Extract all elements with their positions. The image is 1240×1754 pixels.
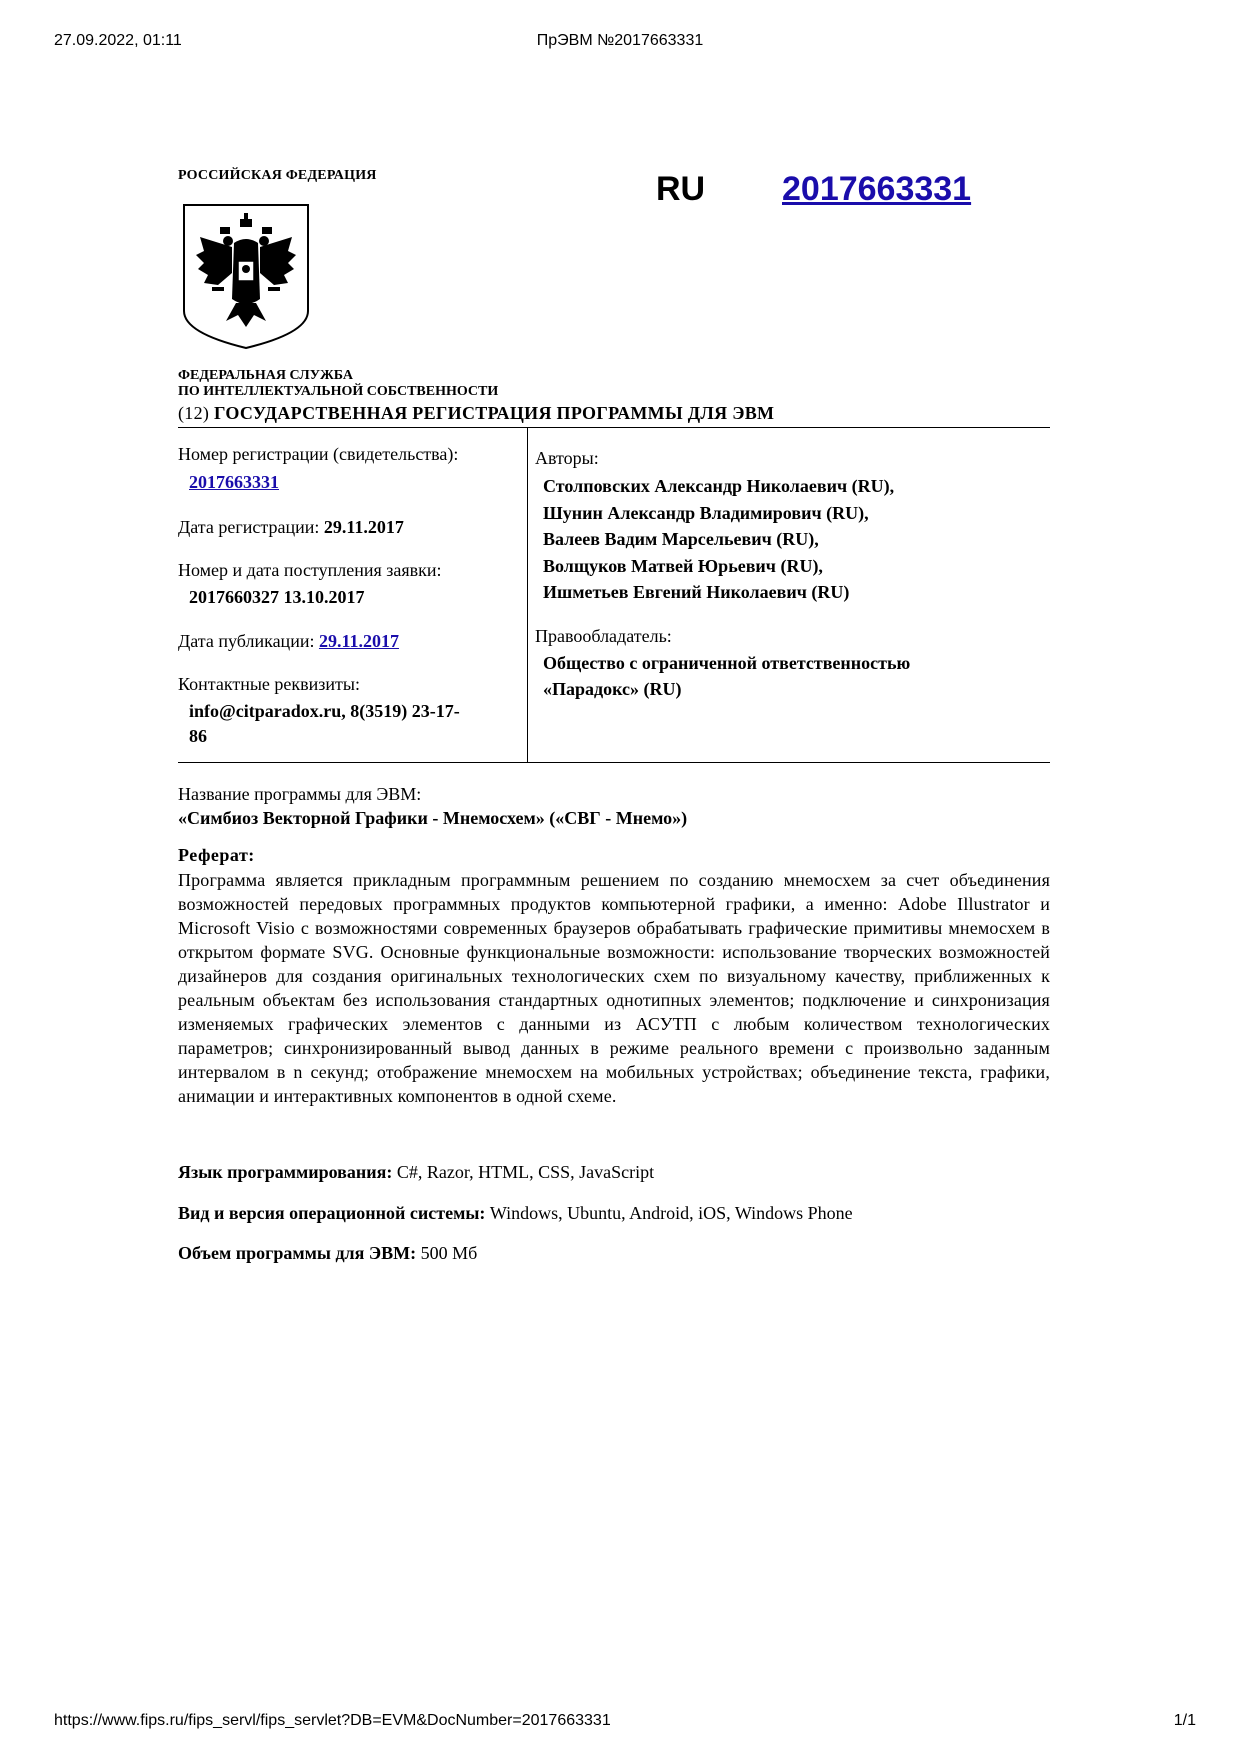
size-row — [178, 1243, 1050, 1264]
document-kind-title: ГОСУДАРСТВЕННАЯ РЕГИСТРАЦИЯ ПРОГРАММЫ ДЛЯ ЭВМ — [214, 403, 775, 423]
russian-coat-of-arms-icon — [182, 203, 310, 350]
agency-line-1: ФЕДЕРАЛЬНАЯ СЛУЖБА — [178, 368, 353, 383]
language-row — [178, 1162, 1050, 1183]
reg-number-link[interactable]: 2017663331 — [189, 472, 279, 492]
author-2: Шунин Александр Владимирович (RU), — [543, 502, 869, 523]
holder-line-2: «Парадокс» (RU) — [543, 679, 682, 699]
print-datetime: 27.09.2022, 01:11 — [54, 32, 182, 49]
print-page-number: 1/1 — [1173, 1712, 1196, 1729]
contacts-line-2: 86 — [189, 726, 207, 746]
holder-line-1: Общество с ограниченной ответственностью — [543, 653, 911, 673]
abstract-label: Реферат: — [178, 845, 255, 865]
publication-row — [178, 631, 399, 652]
print-title: ПрЭВМ №2017663331 — [536, 32, 704, 49]
agency-line-2: ПО ИНТЕЛЛЕКТУАЛЬНОЙ СОБСТВЕННОСТИ — [178, 384, 499, 399]
country-code: RU — [656, 170, 706, 208]
author-1: Столповских Александр Николаевич (RU), — [543, 476, 895, 496]
reg-date-value: 29.11.2017 — [323, 517, 404, 537]
document-number-link[interactable]: 2017663331 — [782, 170, 972, 208]
document-kind-code: (12) — [178, 403, 210, 423]
reg-date-label: Дата регистрации: — [178, 517, 320, 537]
abstract-text: Программа является прикладным программным решением по созданию мнемосхем за счет объединения возможностей передовых программных продуктов компьютерной графики, а именно: Adobe Illustrator и Microsoft Visio с возможностями современных браузеров обрабатывать графические примитивы мнемосхем в открытом формате SVG. Основные функциональные возможности: использование творческих возможностей дизайнеров для создания оригинальных технологических схем по визуальному качеству, приближенных к реальным объектам без использования стандартных однотипных элементов; подключение и синхронизация изменяемых графических элементов с данными из АСУТП с любым количеством технологических параметров; синхронизированный вывод данных в режиме реального времени с произвольно заданным интервалом в n секунд; отображение мнемосхем на мобильных устройствах; объединение текста, графики, анимации и интерактивных компонентов в одной схеме. — [178, 870, 1050, 1106]
column-divider — [527, 428, 528, 762]
authors-label: Авторы: — [535, 448, 599, 468]
divider-bottom — [178, 762, 1050, 763]
os-label: Вид и версия операционной системы: — [178, 1203, 486, 1223]
application-label: Номер и дата поступления заявки: — [178, 560, 442, 580]
holder-label: Правообладатель: — [535, 626, 672, 646]
application-value: 2017660327 13.10.2017 — [189, 587, 365, 607]
publication-label: Дата публикации: — [178, 631, 315, 651]
authors-list — [543, 473, 894, 606]
agency-name — [178, 368, 498, 400]
document-kind — [178, 403, 774, 424]
contacts-line-1: info@citparadox.ru, 8(3519) 23-17- — [189, 701, 460, 721]
divider-top — [178, 427, 1050, 428]
author-5: Ишметьев Евгений Николаевич (RU) — [543, 582, 850, 602]
os-value: Windows, Ubuntu, Android, iOS, Windows Phone — [489, 1203, 853, 1223]
author-4: Волщуков Матвей Юрьевич (RU), — [543, 555, 823, 576]
author-3: Валеев Вадим Марсельевич (RU), — [543, 529, 819, 549]
reg-date-row — [178, 517, 404, 538]
size-label: Объем программы для ЭВМ: — [178, 1243, 417, 1263]
os-row — [178, 1203, 1050, 1224]
contacts-label: Контактные реквизиты: — [178, 674, 360, 694]
country-name: РОССИЙСКАЯ ФЕДЕРАЦИЯ — [178, 168, 377, 183]
language-value: C#, Razor, HTML, CSS, JavaScript — [396, 1162, 655, 1182]
publication-date-link[interactable]: 29.11.2017 — [318, 631, 399, 651]
language-label: Язык программирования: — [178, 1162, 393, 1182]
program-name: «Симбиоз Векторной Графики - Мнемосхем» («СВГ - Мнемо») — [178, 808, 688, 828]
size-value: 500 Мб — [420, 1243, 478, 1263]
program-name-label: Название программы для ЭВМ: — [178, 784, 422, 804]
reg-number-label: Номер регистрации (свидетельства): — [178, 444, 459, 464]
print-url: https://www.fips.ru/fips_servl/fips_servlet?DB=EVM&DocNumber=2017663331 — [54, 1712, 611, 1729]
